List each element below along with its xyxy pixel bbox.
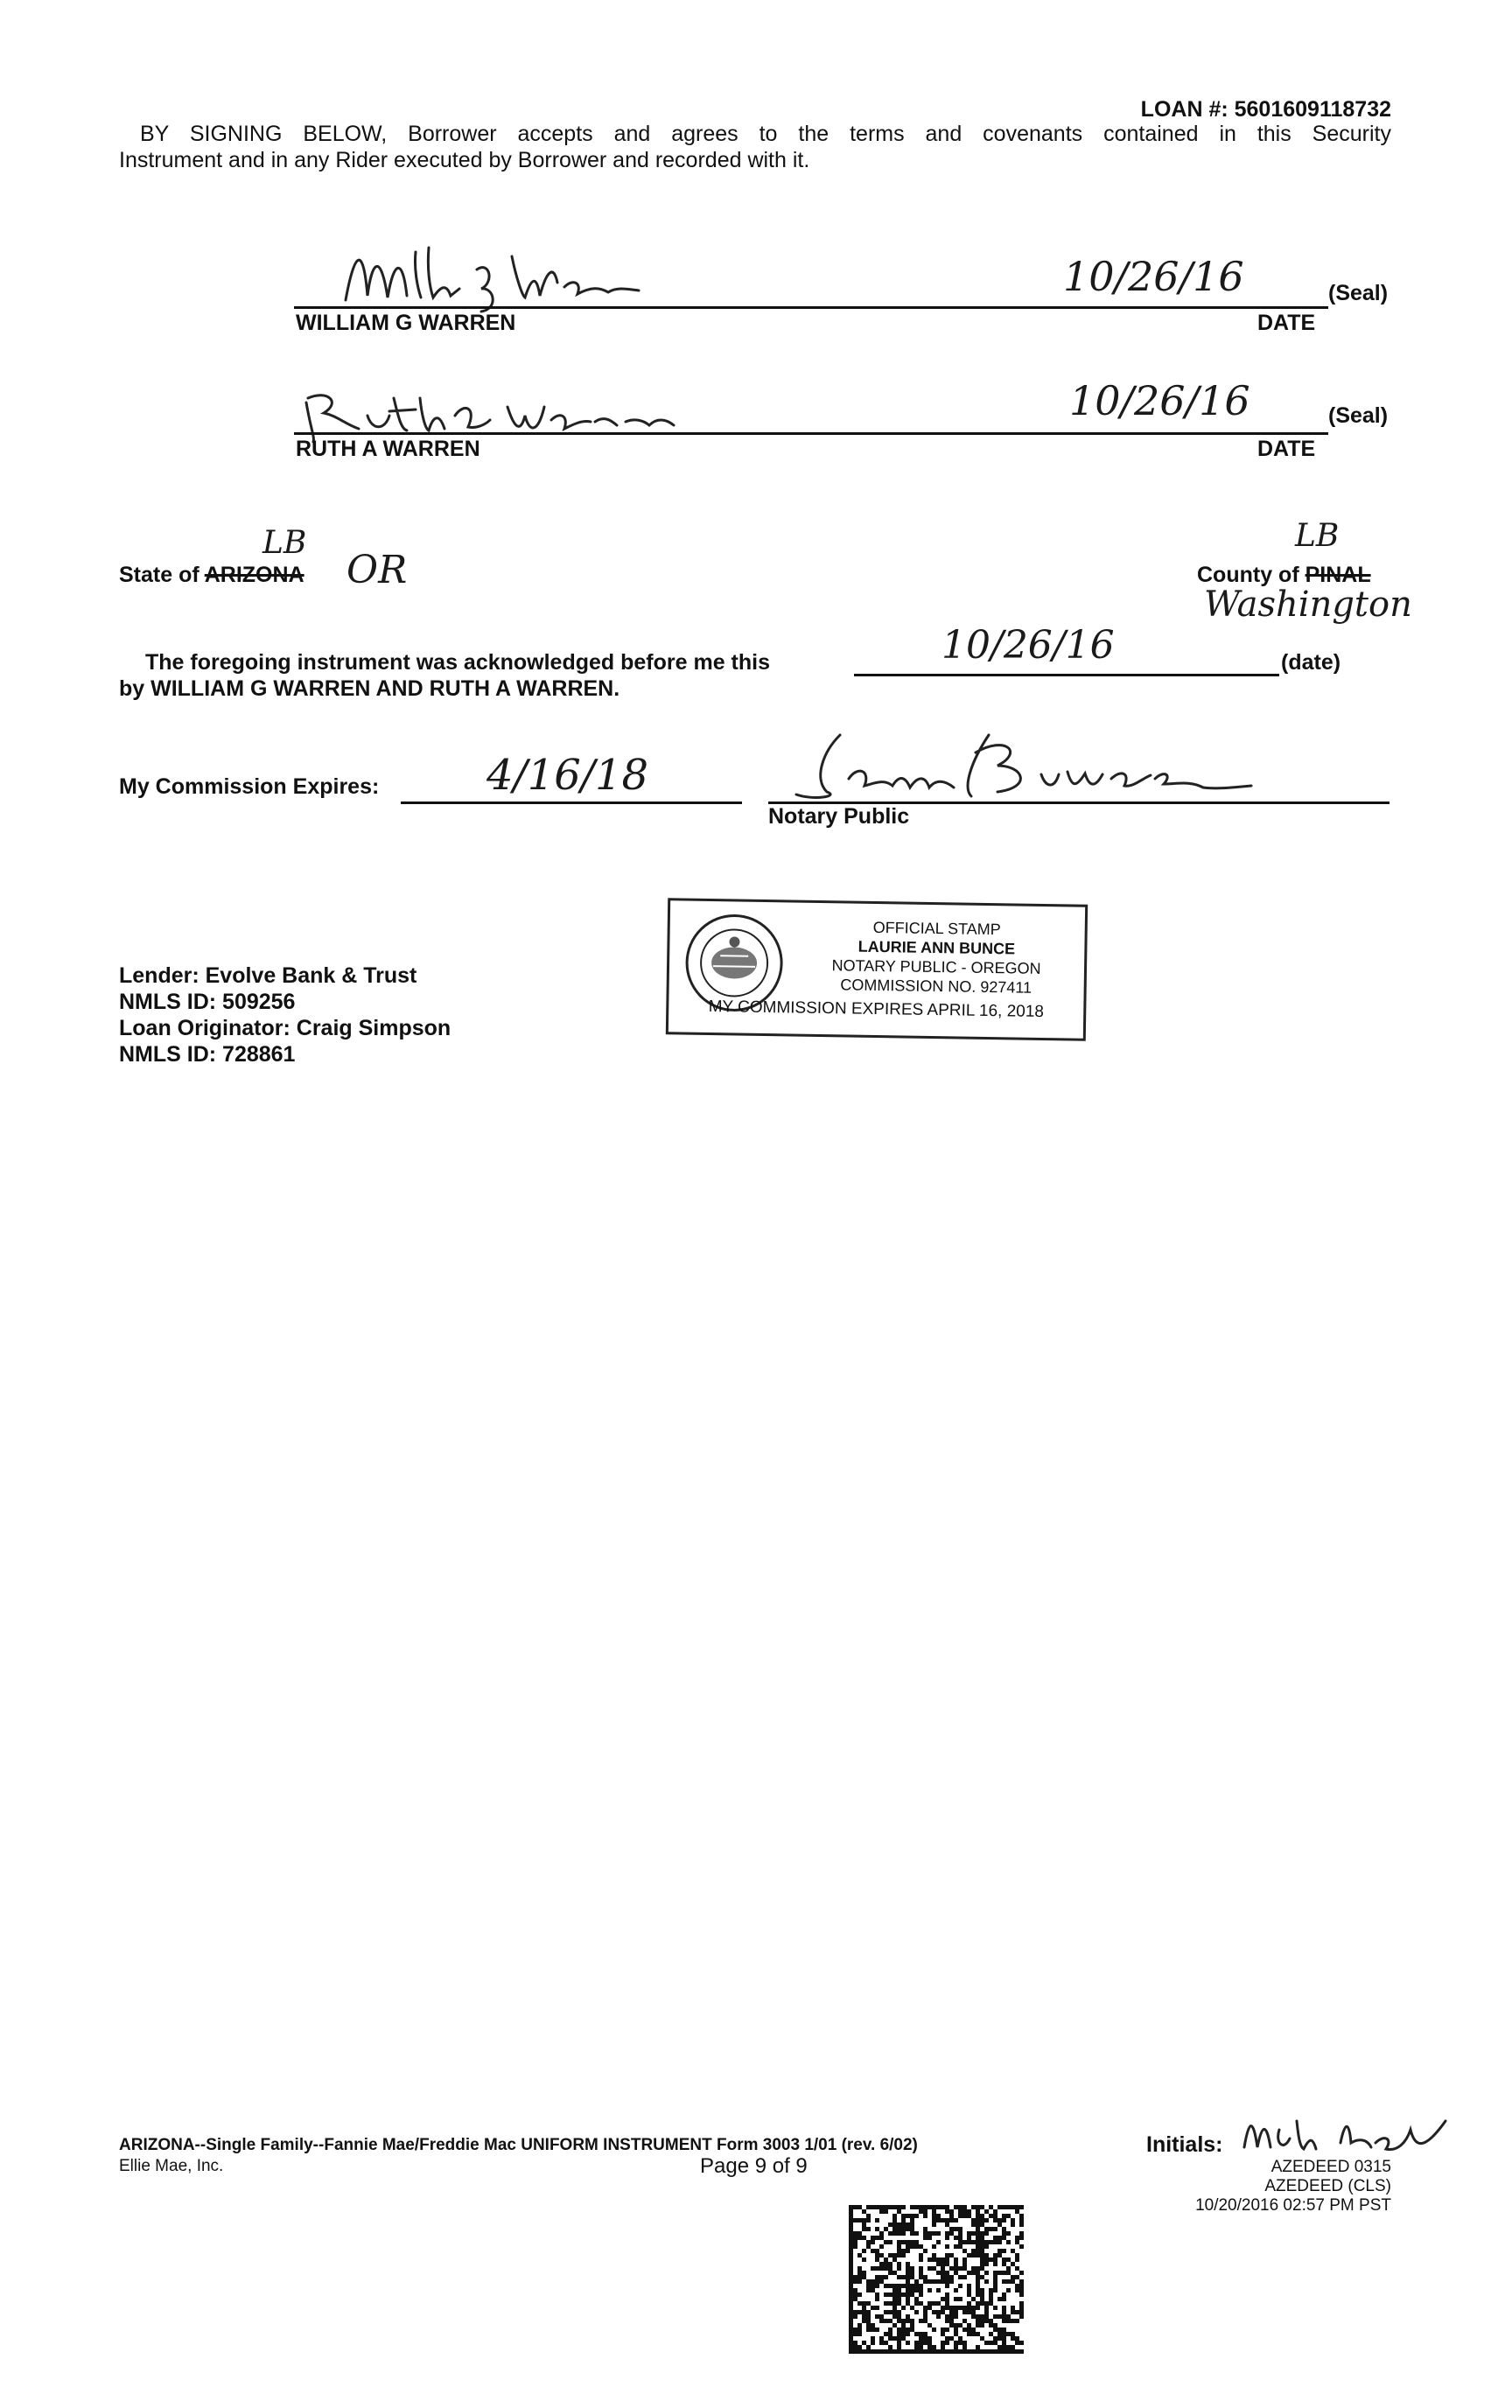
intro-line-2: Instrument and in any Rider executed by Borrower and recorded with it.: [119, 148, 810, 172]
county-struck: PINAL: [1305, 563, 1371, 587]
county-initials: LB: [1295, 518, 1340, 554]
signature-william-line: [294, 306, 1328, 309]
ack-by: by WILLIAM G WARREN AND RUTH A WARREN.: [119, 676, 620, 701]
commission-line: [401, 802, 742, 804]
footer-code-2: AZEDEED (CLS): [1264, 2177, 1391, 2195]
footer-form-line: ARIZONA--Single Family--Fannie Mae/Freddie Mac UNIFORM INSTRUMENT Form 3003 1/01 (rev. 6/02): [119, 2136, 918, 2154]
notary-public-label: Notary Public: [768, 804, 910, 829]
state-label-row: [119, 562, 304, 588]
lender-block: [119, 962, 451, 1068]
footer-vendor: Ellie Mae, Inc.: [119, 2157, 224, 2175]
stamp-line-2: LAURIE ANN BUNCE: [858, 937, 1016, 958]
official-stamp: [666, 898, 1088, 1041]
stamp-text: [792, 916, 1082, 998]
originator-nmls: NMLS ID: 728861: [119, 1042, 296, 1067]
county-label: County of: [1197, 563, 1299, 587]
loan-label: LOAN #:: [1140, 97, 1228, 122]
state-initials: LB: [262, 525, 307, 561]
seal-label-1: (Seal): [1328, 281, 1389, 305]
initials-signature-image: [1236, 2104, 1454, 2165]
stamp-line-1: OFFICIAL STAMP: [872, 918, 1001, 939]
signature-william-image: [337, 234, 687, 313]
loan-number-row: [1141, 96, 1391, 122]
stamp-line-4: COMMISSION NO. 927411: [840, 976, 1032, 997]
date-label-1: DATE: [1257, 311, 1316, 335]
originator-name: Loan Originator: Craig Simpson: [119, 1016, 452, 1040]
ack-date-line: [854, 674, 1279, 676]
intro-paragraph: [119, 121, 1391, 173]
signature-ruth-date: 10/26/16: [1069, 377, 1250, 424]
commission-label: My Commission Expires:: [119, 774, 380, 799]
footer-timestamp: 10/20/2016 02:57 PM PST: [1195, 2196, 1391, 2215]
lender-nmls: NMLS ID: 509256: [119, 990, 296, 1014]
commission-date: 4/16/18: [486, 751, 649, 800]
intro-line-1: BY SIGNING BELOW, Borrower accepts and agrees to the terms and covenants contained in this Security: [140, 122, 1391, 146]
state-struck: ARIZONA: [204, 563, 304, 587]
ack-date: 10/26/16: [942, 623, 1115, 668]
barcode-icon: [849, 2205, 1024, 2354]
borrower-name-ruth: RUTH A WARREN: [296, 437, 480, 461]
footer-codes: [1195, 2158, 1391, 2216]
state-label: State of: [119, 563, 200, 587]
footer-code-1: AZEDEED 0315: [1270, 2158, 1391, 2176]
date-label-2: DATE: [1257, 437, 1316, 461]
seal-label-2: (Seal): [1328, 403, 1389, 428]
signature-ruth-line: [294, 432, 1328, 435]
borrower-name-william: WILLIAM G WARREN: [296, 311, 516, 335]
footer-page: Page 9 of 9: [700, 2154, 808, 2178]
ack-date-suffix: (date): [1281, 650, 1341, 675]
signature-william-date: 10/26/16: [1063, 253, 1244, 300]
initials-label: Initials:: [1146, 2132, 1223, 2157]
loan-number: 5601609118732: [1234, 97, 1391, 122]
lender-name: Lender: Evolve Bank & Trust: [119, 963, 417, 988]
county-handwritten: Washington: [1204, 584, 1412, 625]
ack-text: The foregoing instrument was acknowledged before me this: [145, 650, 771, 675]
stamp-line-5: MY COMMISSION EXPIRES APRIL 16, 2018: [708, 997, 1045, 1022]
notary-signature-image: [788, 718, 1260, 805]
stamp-line-3: NOTARY PUBLIC - OREGON: [831, 956, 1041, 977]
state-handwritten: OR: [346, 548, 408, 592]
